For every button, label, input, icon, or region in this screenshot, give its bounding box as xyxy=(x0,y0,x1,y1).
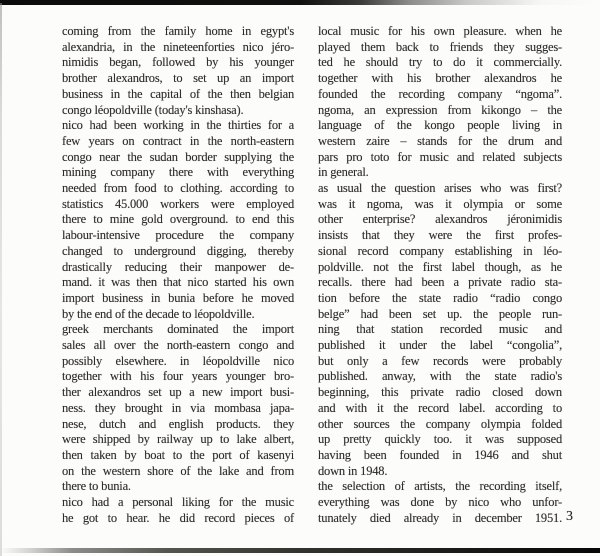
scan-edge-bottom xyxy=(0,548,600,553)
text-line: everything was done by nico who unfor- xyxy=(318,495,562,510)
text-line: tion before the state radio “radio congo xyxy=(318,290,562,305)
text-line: together with his four years younger bro- xyxy=(62,369,294,384)
text-line: nese, dutch and english products. they xyxy=(62,416,294,431)
text-line: ngoma, an expression from kikongo – the xyxy=(318,102,562,117)
text-line: on the western shore of the lake and from xyxy=(62,463,294,478)
text-line: business in the capital of the then belgian xyxy=(62,86,294,101)
text-line: the selection of artists, the recording itself, xyxy=(318,479,562,494)
text-line: up pretty quickly too. it was supposed xyxy=(318,432,562,447)
text-line: possibly elsewhere. in léopoldville nico xyxy=(62,353,294,368)
text-column-left xyxy=(62,24,294,527)
text-line: brother alexandros, to set up an import xyxy=(62,71,294,86)
text-line: in general. xyxy=(318,165,369,180)
text-line: nico had been working in the thirties for a xyxy=(62,118,294,133)
paragraph xyxy=(318,24,562,181)
text-line: needed from food to clothing. according to xyxy=(62,181,294,196)
text-line: and with it the record label. according to xyxy=(318,400,562,415)
text-line: sales all over the north-eastern congo and xyxy=(62,338,294,353)
text-line: western zaire – stands for the drum and xyxy=(318,133,562,148)
text-line: were shipped by railway up to lake albert, xyxy=(62,432,294,447)
text-line: other sources the company olympia folded xyxy=(318,416,562,431)
text-line: tunately died already in december 1951. xyxy=(318,510,562,525)
text-line: nimidis began, followed by his younger xyxy=(62,55,294,70)
paragraph xyxy=(62,24,294,118)
text-line: belge” had been set up. the people run- xyxy=(318,306,562,321)
paragraph xyxy=(62,495,294,526)
text-line: import business in bunia before he moved xyxy=(62,290,294,305)
text-line: local music for his own pleasure. when he xyxy=(318,24,562,38)
text-line: but only a few records were probably xyxy=(318,353,562,368)
page-number: 3 xyxy=(566,509,573,524)
text-line: language of the kongo people living in xyxy=(318,118,562,133)
text-line: congo léopoldville (today's kinshasa). xyxy=(62,102,244,117)
text-line: then taken by boat to the port of kasenyi xyxy=(62,447,294,462)
text-line: together with his brother alexandros he xyxy=(318,71,562,86)
text-line: was it ngoma, was it olympia or some xyxy=(318,196,562,211)
text-line: ther alexandros set up a new import busi- xyxy=(62,385,294,400)
text-column-right xyxy=(318,24,562,527)
text-line: down in 1948. xyxy=(318,463,388,478)
paragraph xyxy=(318,181,562,479)
paragraph xyxy=(318,479,562,526)
text-line: statistics 45.000 workers were employed xyxy=(62,196,294,211)
text-line: recalls. there had been a private radio sta- xyxy=(318,275,562,290)
text-line: few years on contract in the north-eastern xyxy=(62,133,294,148)
text-line: played them back to friends they sugges- xyxy=(318,39,562,54)
paragraph xyxy=(62,118,294,322)
text-line: labour-intensive procedure the company xyxy=(62,228,294,243)
text-line: ted he should try to do it commercially. xyxy=(318,55,562,70)
text-line: there to bunia. xyxy=(62,479,131,494)
text-line: by the end of the decade to léopoldville. xyxy=(62,306,255,321)
text-line: drastically reducing their manpower de- xyxy=(62,259,294,274)
text-line: changed to underground digging, thereby xyxy=(62,243,294,258)
text-line: he got to hear. he did record pieces of xyxy=(62,510,294,525)
text-line: pars pro toto for music and related subjects xyxy=(318,149,562,164)
text-line: greek merchants dominated the import xyxy=(62,322,294,337)
text-line: ning that station recorded music and xyxy=(318,322,562,337)
text-line: poldville. not the first label though, as he xyxy=(318,259,562,274)
scan-edge-left xyxy=(0,3,2,556)
text-line: alexandria, in the nineteenforties nico jéro- xyxy=(62,39,294,54)
text-line: having been founded in 1946 and shut xyxy=(318,447,562,462)
text-line: sional record company establishing in léo- xyxy=(318,243,562,258)
text-line: ness. they brought in via mombasa japa- xyxy=(62,400,294,415)
text-line: mining company there with everything xyxy=(62,165,294,180)
text-line: as usual the question arises who was first? xyxy=(318,181,562,196)
text-line: mand. it was then that nico started his own xyxy=(62,275,294,290)
text-line: there to mine gold overground. to end this xyxy=(62,212,294,227)
text-line: founded the recording company “ngoma”. xyxy=(318,86,562,101)
text-line: insists that they were the first profes- xyxy=(318,228,562,243)
text-line: coming from the family home in egypt's xyxy=(62,24,294,38)
text-line: other enterprise? alexandros jéronimidis xyxy=(318,212,562,227)
text-line: nico had a personal liking for the music xyxy=(62,495,294,510)
paragraph xyxy=(62,322,294,495)
text-line: congo near the sudan border supplying the xyxy=(62,149,294,164)
text-line: published it under the label “congolia”, xyxy=(318,338,562,353)
scan-edge-top xyxy=(0,0,600,5)
text-line: beginning, this private radio closed down xyxy=(318,385,562,400)
text-line: published. anway, with the state radio's xyxy=(318,369,562,384)
